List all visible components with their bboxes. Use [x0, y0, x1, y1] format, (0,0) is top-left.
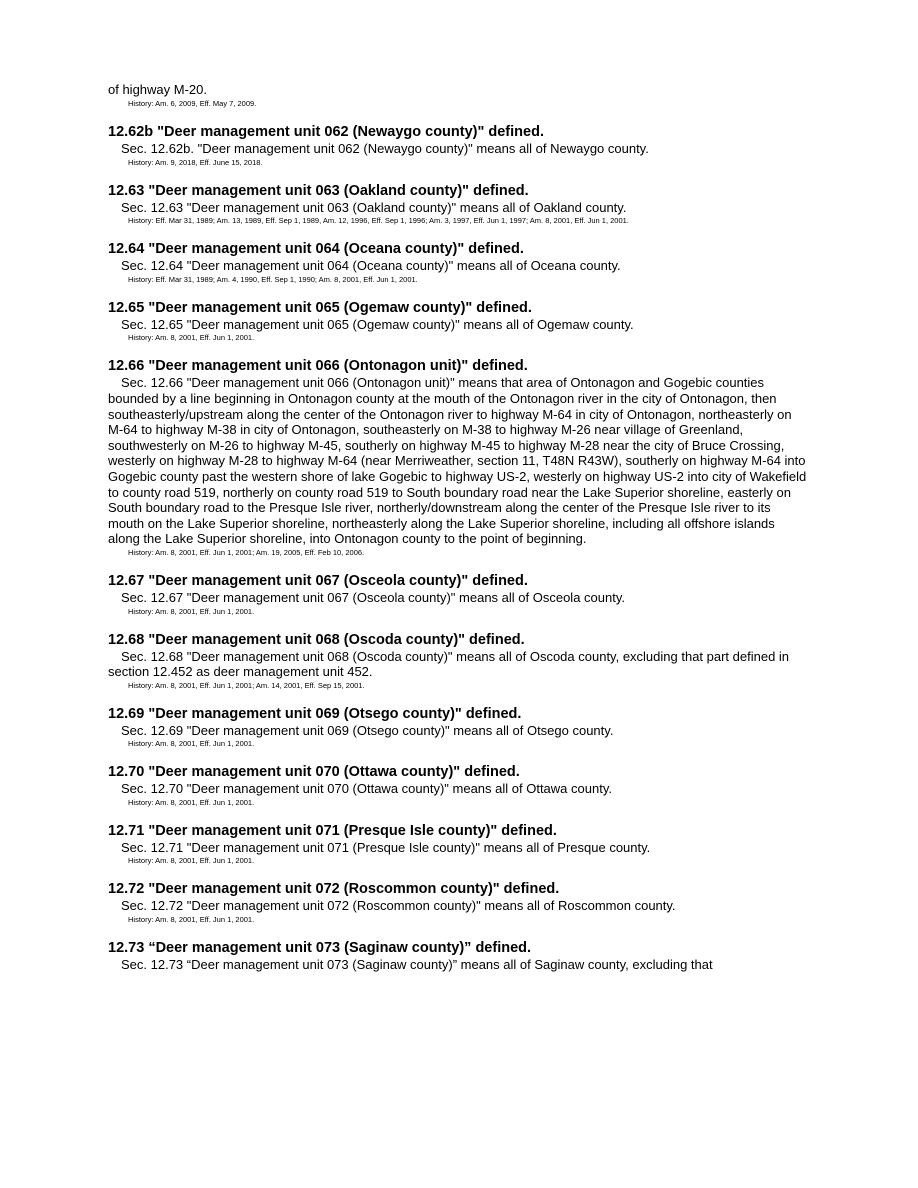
- section-body: Sec. 12.63 "Deer management unit 063 (Oakland county)" means all of Oakland county.: [121, 199, 627, 215]
- section-body: Sec. 12.64 "Deer management unit 064 (Oceana county)" means all of Oceana county.: [121, 258, 621, 274]
- section-12-67: [108, 572, 808, 617]
- section-heading: 12.64 "Deer management unit 064 (Oceana county)" defined.: [108, 241, 524, 258]
- section-history: History: Am. 8, 2001, Eff. Jun 1, 2001.: [128, 856, 255, 866]
- document-page: [108, 82, 808, 973]
- section-heading: 12.69 "Deer management unit 069 (Otsego county)" defined.: [108, 705, 522, 722]
- continuation-text: of highway M-20.: [108, 82, 207, 97]
- section-body: Sec. 12.70 "Deer management unit 070 (Ottawa county)" means all of Ottawa county.: [121, 781, 612, 797]
- section-history: History: Am. 8, 2001, Eff. Jun 1, 2001; Am. 19, 2005, Eff. Feb 10, 2006.: [128, 547, 365, 557]
- section-heading: 12.68 "Deer management unit 068 (Oscoda county)" defined.: [108, 631, 525, 648]
- section-body: Sec. 12.72 "Deer management unit 072 (Roscommon county)" means all of Roscommon county.: [121, 898, 676, 914]
- section-history: History: Eff. Mar 31, 1989; Am. 4, 1990, Eff. Sep 1, 1990; Am. 8, 2001, Eff. Jun 1, 2001.: [128, 274, 418, 284]
- section-history: History: Am. 8, 2001, Eff. Jun 1, 2001; Am. 14, 2001, Eff. Sep 15, 2001.: [128, 680, 365, 690]
- continuation-history: History: Am. 6, 2009, Eff. May 7, 2009.: [128, 99, 257, 108]
- section-12-72: [108, 880, 808, 925]
- section-body: Sec. 12.67 "Deer management unit 067 (Osceola county)" means all of Osceola county.: [121, 589, 625, 605]
- section-history: History: Am. 8, 2001, Eff. Jun 1, 2001.: [128, 739, 255, 749]
- continuation-block: [108, 82, 808, 109]
- section-body: Sec. 12.73 “Deer management unit 073 (Saginaw county)” means all of Saginaw county, excluding that: [121, 957, 713, 973]
- section-body: Sec. 12.62b. "Deer management unit 062 (Newaygo county)" means all of Newaygo county.: [121, 141, 649, 156]
- section-heading: 12.63 "Deer management unit 063 (Oakland county)" defined.: [108, 182, 529, 199]
- section-12-66: [108, 357, 808, 558]
- section-heading: 12.70 "Deer management unit 070 (Ottawa county)" defined.: [108, 764, 520, 781]
- section-heading: 12.65 "Deer management unit 065 (Ogemaw county)" defined.: [108, 299, 532, 316]
- section-heading: 12.66 "Deer management unit 066 (Ontonagon unit)" defined.: [108, 358, 528, 375]
- section-12-70: [108, 763, 808, 808]
- section-12-69: [108, 705, 808, 750]
- section-heading: 12.73 “Deer management unit 073 (Saginaw county)” defined.: [108, 940, 532, 957]
- section-heading: 12.62b "Deer management unit 062 (Newaygo county)" defined.: [108, 124, 544, 140]
- section-12-62b: [108, 123, 808, 168]
- section-history: History: Am. 9, 2018, Eff. June 15, 2018.: [128, 157, 263, 167]
- section-12-65: [108, 299, 808, 344]
- section-heading: 12.71 "Deer management unit 071 (Presque Isle county)" defined.: [108, 822, 557, 839]
- section-heading: 12.67 "Deer management unit 067 (Osceola county)" defined.: [108, 572, 528, 589]
- section-12-63: [108, 182, 808, 227]
- section-body: Sec. 12.68 "Deer management unit 068 (Oscoda county)" means all of Oscoda county, excluding that part defined in section 12.452 as deer management unit 452.: [108, 648, 790, 680]
- section-body: Sec. 12.65 "Deer management unit 065 (Ogemaw county)" means all of Ogemaw county.: [121, 316, 634, 332]
- section-history: History: Am. 8, 2001, Eff. Jun 1, 2001.: [128, 333, 255, 343]
- section-body: Sec. 12.71 "Deer management unit 071 (Presque Isle county)" means all of Presque county.: [121, 839, 651, 855]
- section-12-64: [108, 240, 808, 285]
- section-body: Sec. 12.66 "Deer management unit 066 (Ontonagon unit)" means that area of Ontonagon and Gogebic counties bounded by a line beginning in Ontonagon county at the mouth of the Ontonagon river in the city of Ontonagon, then southeasterly/upstream along the center of the Ontonagon river to highway M-64 in city of Ontonagon, northeasterly on M-64 to highway M-38 in city of Ontonagon, southeasterly on M-38 to highway M-26 near village of Greenland, southwesterly on M-26 to highway M-45, southerly on highway M-45 to highway M-28 near the city of Bruce Crossing, westerly on highway M-28 to highway M-64 (near Merriweather, section 11, T48N R43W), southerly on highway M-64 into Gogebic county past the western shore of lake Gogebic to highway US-2, westerly on highway US-2 into city of Wakefield to county road 519, northerly on county road 519 to South boundary road near the Lake Superior shoreline, easterly on South boundary road to the Presque Isle river, northerly/downstream along the center of the Presque Isle river to its mouth on the Lake Superior shoreline, northeasterly along the Lake Superior shoreline, including all offshore islands along the Lake Superior shoreline, into Ontonagon county to the point of beginning.: [108, 375, 807, 547]
- section-heading: 12.72 "Deer management unit 072 (Roscommon county)" defined.: [108, 881, 560, 898]
- section-history: History: Am. 8, 2001, Eff. Jun 1, 2001.: [128, 606, 255, 616]
- section-12-73: [108, 939, 808, 973]
- section-body: Sec. 12.69 "Deer management unit 069 (Otsego county)" means all of Otsego county.: [121, 722, 614, 738]
- section-12-71: [108, 822, 808, 867]
- section-history: History: Am. 8, 2001, Eff. Jun 1, 2001.: [128, 915, 255, 925]
- section-history: History: Am. 8, 2001, Eff. Jun 1, 2001.: [128, 797, 255, 807]
- section-12-68: [108, 631, 808, 691]
- section-history: History: Eff. Mar 31, 1989; Am. 13, 1989, Eff. Sep 1, 1989, Am. 12, 1996, Eff. Sep 1, 1996; Am. 3, 1997, Eff. Jun 1, 1997; Am. 8, 2001, Eff. Jun 1, 2001.: [128, 216, 629, 226]
